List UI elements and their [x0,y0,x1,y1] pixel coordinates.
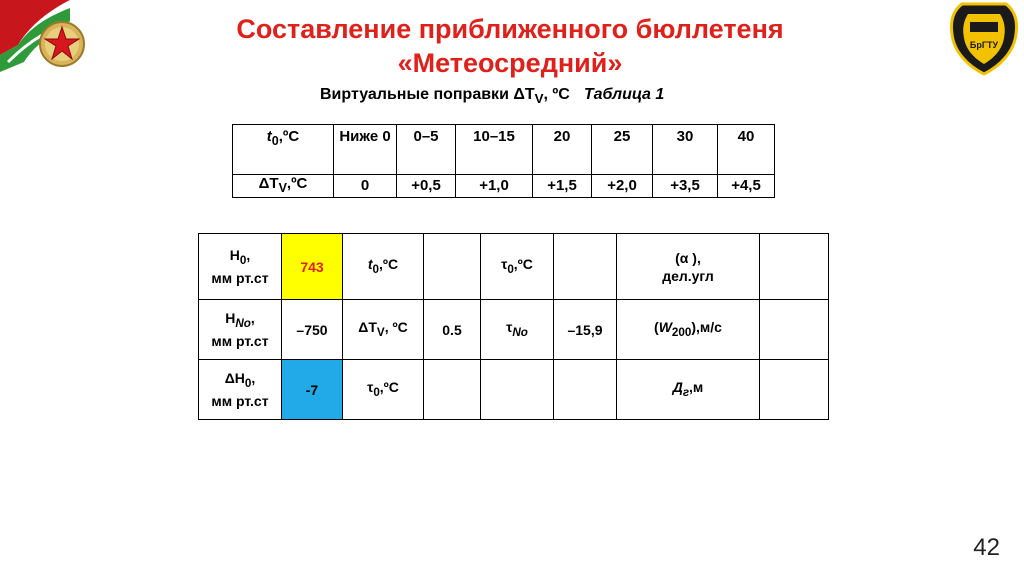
correction-cell: 0 [334,175,397,198]
row-header-temp: $t_0,ºC$ [233,125,334,175]
range-label-cell: $Д_г,м$ [617,360,760,420]
wind-speed-label-cell: $(W_{200}),м/с$ [617,300,760,360]
table-row [199,360,829,420]
virtual-correction-label-cell: $\Delta T_V$, ºC [343,300,424,360]
station-temp-value-cell: –15,9 [554,300,617,360]
correction-cell: +2,0 [592,175,653,198]
temp-cell: 0–5 [397,125,456,175]
meteo-bulletin-table [198,233,829,420]
pressure-value-cell: 743 [282,234,343,300]
title-line-2: «Метеосредний» [397,48,623,78]
table-row [199,234,829,300]
empty-cell [760,234,829,300]
correction-cell: +3,5 [653,175,718,198]
temp-cell: 25 [592,125,653,175]
virtual-correction-value-cell: 0.5 [424,300,481,360]
empty-cell [481,360,554,420]
caption-unit: , ºC [543,86,570,103]
table-caption [320,86,664,106]
temp-cell: Ниже 0 [334,125,397,175]
virtual-corrections-table [232,124,775,198]
emblem-text: БрГТУ [969,40,999,50]
page-number: 42 [973,534,1000,561]
table-row [233,175,775,198]
pressure-label-cell: $H_0$, мм рт.ст [199,234,282,300]
temp-cell: 20 [533,125,592,175]
title-line-1: Составление приближенного бюллетеня [236,14,784,44]
row-header-correction: $\Delta T_V,ºC$ [233,175,334,198]
wind-direction-label-cell: (α ), дел.угл [617,234,760,300]
flag-star-emblem-icon [0,0,110,85]
pressure-delta-label-cell: $\Delta H_0$, мм рт.ст [199,360,282,420]
temp-cell: 40 [718,125,775,175]
university-shield-emblem-icon [944,0,1024,83]
empty-cell [424,234,481,300]
temp-cell: 10–15 [456,125,533,175]
table-row [233,125,775,175]
station-pressure-value-cell: –750 [282,300,343,360]
caption-text: Виртуальные поправки ΔT [320,86,535,103]
slide-title [160,12,860,80]
correction-cell: +4,5 [718,175,775,198]
empty-cell [554,234,617,300]
table-row [199,300,829,360]
pressure-delta-value-cell: -7 [282,360,343,420]
station-temp-label-cell: $\tau_{No}$ [481,300,554,360]
empty-cell [554,360,617,420]
empty-cell [424,360,481,420]
virtual-temp-label-cell: $\tau_0,ºC$ [481,234,554,300]
station-pressure-label-cell: $H_{No}$, мм рт.ст [199,300,282,360]
correction-cell: +1,0 [456,175,533,198]
table-label: Таблица 1 [583,86,665,103]
empty-cell [760,360,829,420]
virtual-ground-temp-label-cell: $\tau_0,ºC$ [343,360,424,420]
correction-cell: +0,5 [397,175,456,198]
temp-cell: 30 [653,125,718,175]
empty-cell [760,300,829,360]
caption-subscript: V [534,91,544,107]
ground-temp-label-cell: $t_0,ºC$ [343,234,424,300]
correction-cell: +1,5 [533,175,592,198]
